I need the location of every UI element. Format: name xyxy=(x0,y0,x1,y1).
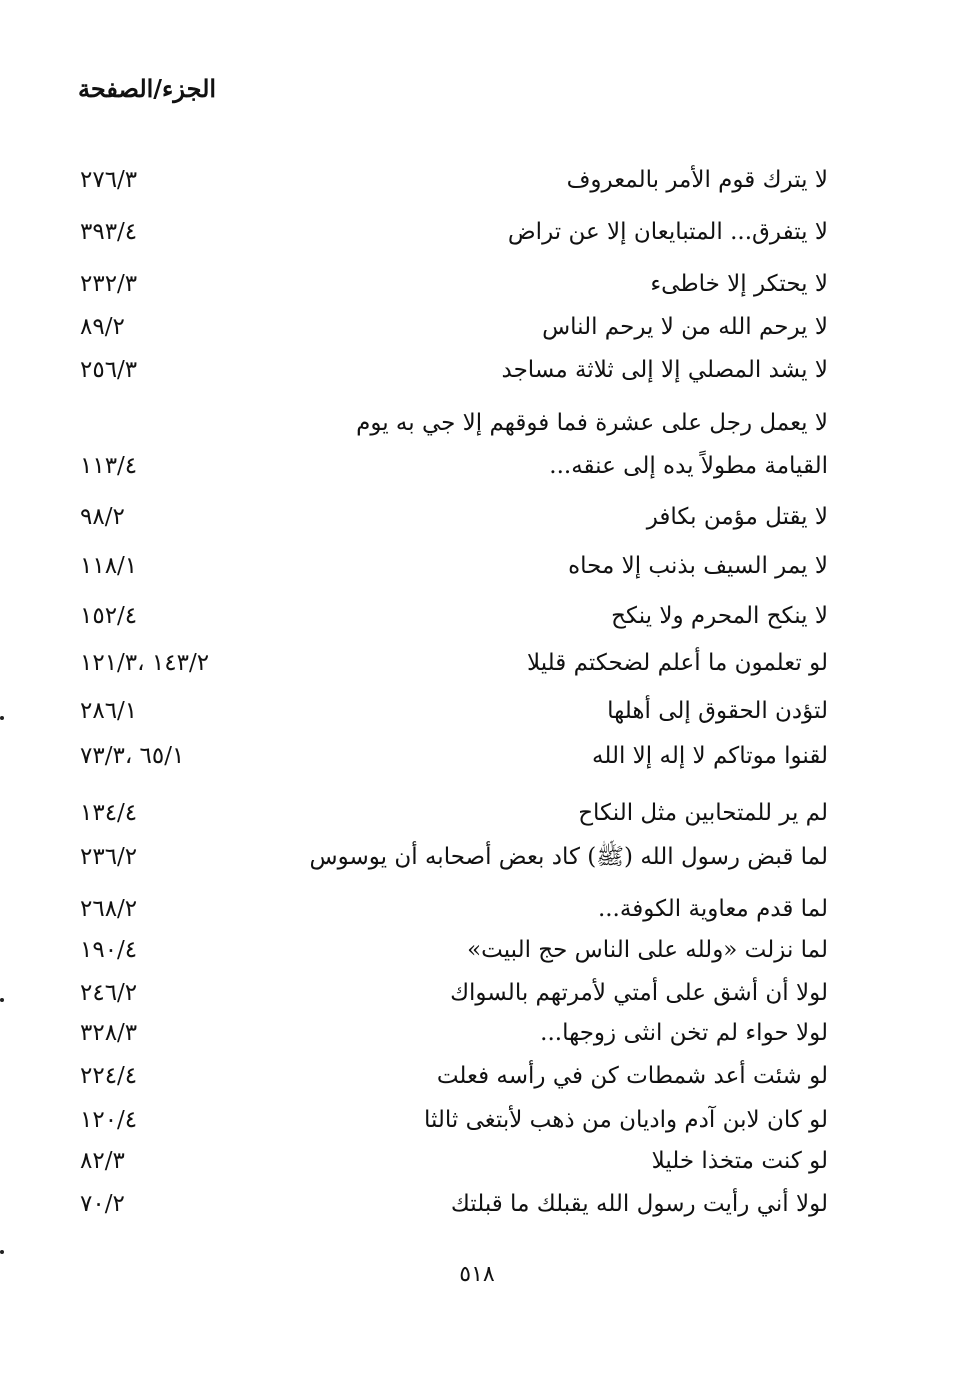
entry-text: لا يقتل مؤمن بكافر xyxy=(646,504,828,530)
entry-ref: ١١٣/٤ xyxy=(80,453,138,479)
entry-ref: ٢٢٤/٤ xyxy=(80,1063,138,1089)
index-entry xyxy=(0,350,954,390)
entry-text: لو شئت أعد شمطات كن في رأسه فعلت xyxy=(436,1063,828,1089)
entry-ref: ١٣٤/٤ xyxy=(80,800,138,826)
entry-text: لا يشد المصلي إلا إلى ثلاثة مساجد xyxy=(501,357,828,383)
entry-ref: ٧٠/٢ xyxy=(80,1191,125,1217)
entry-ref: ٣٢٨/٣ xyxy=(80,1020,138,1046)
entry-ref: ٢٣٦/٢ xyxy=(80,844,138,870)
entry-ref: ٢٣٢/٣ xyxy=(80,271,138,297)
entry-text: لا ينكح المحرم ولا ينكح xyxy=(611,603,828,629)
index-entry xyxy=(0,736,954,776)
entry-ref: ٨٩/٢ xyxy=(80,314,125,340)
index-entry xyxy=(0,212,954,252)
entry-ref: ٢٥٦/٣ xyxy=(80,357,138,383)
entry-ref: ١٥٢/٤ xyxy=(80,603,138,629)
entry-text: لما قدم معاوية الكوفة... xyxy=(597,896,828,922)
entry-text: لولا أني رأيت رسول الله يقبلك ما قبلتك xyxy=(450,1191,828,1217)
entry-text: لم ير للمتحابين مثل النكاح xyxy=(578,800,828,826)
entry-text: لا يترك قوم الأمر بالمعروف xyxy=(566,167,828,193)
scan-speck xyxy=(0,1250,4,1254)
index-entry xyxy=(0,446,954,486)
entry-text: لا يعمل رجل على عشرة فما فوقهم إلا جي به يوم xyxy=(356,410,828,436)
entry-text: لا يمر السيف بذنب إلا محاه xyxy=(568,553,828,579)
entry-ref: ٢٧٦/٣ xyxy=(80,167,138,193)
index-entry xyxy=(0,264,954,304)
entry-text: لو كنت متخذا خليلا xyxy=(651,1148,828,1174)
entry-text: لما قبض رسول الله (ﷺ) كاد بعض أصحابه أن يوسوس xyxy=(309,844,828,870)
index-entry xyxy=(0,889,954,929)
index-entry xyxy=(0,596,954,636)
index-entry xyxy=(0,643,954,683)
entry-ref: ٢٨٦/١ xyxy=(80,698,138,724)
index-entry xyxy=(0,691,954,731)
scan-speck xyxy=(0,998,4,1002)
entry-ref: ٣٩٣/٤ xyxy=(80,219,138,245)
entry-ref: ٢٦٨/٢ xyxy=(80,896,138,922)
entry-text: لا يحتكر إلا خاطىء xyxy=(650,271,828,297)
entry-ref: ١١٨/١ xyxy=(80,553,138,579)
index-entry xyxy=(0,307,954,347)
entry-ref: ٨٢/٣ xyxy=(80,1148,125,1174)
entry-text: لو كان لابن آدم واديان من ذهب لأبتغى ثالثا xyxy=(423,1107,828,1133)
entry-ref: ١٢٠/٤ xyxy=(80,1107,138,1133)
entry-text: لو تعلمون ما أعلم لضحكتم قليلا xyxy=(526,650,828,676)
entry-text: لا يتفرق... المتبايعان إلا عن تراض xyxy=(507,219,828,245)
index-entry xyxy=(0,793,954,833)
index-entry xyxy=(0,1184,954,1224)
column-header: الجزء/الصفحة xyxy=(78,74,217,103)
entry-ref: ٩٨/٢ xyxy=(80,504,125,530)
index-entry xyxy=(0,837,954,877)
index-entry xyxy=(0,1013,954,1053)
page-number: ٥١٨ xyxy=(459,1262,495,1287)
index-entry xyxy=(0,1056,954,1096)
entry-text: لا يرحم الله من لا يرحم الناس xyxy=(542,314,828,340)
scan-speck xyxy=(0,716,4,720)
entry-text: لقنوا موتاكم لا إله إلا الله xyxy=(592,743,828,769)
index-entry xyxy=(0,546,954,586)
entry-ref: ٢٤٦/٢ xyxy=(80,980,138,1006)
entry-ref: ١٤٣/٢ ،١٢١/٣ xyxy=(80,650,210,676)
index-entry xyxy=(0,160,954,200)
index-entry xyxy=(0,1100,954,1140)
entry-ref: ١٩٠/٤ xyxy=(80,937,138,963)
entry-ref: ٦٥/١ ،٧٣/٣ xyxy=(80,743,185,769)
entry-text: لولا أن أشق على أمتي لأمرتهم بالسواك xyxy=(450,980,828,1006)
index-entry xyxy=(0,403,954,443)
entry-text: لما نزلت «ولله على الناس حج البيت» xyxy=(467,937,828,963)
index-entry xyxy=(0,497,954,537)
index-entry xyxy=(0,930,954,970)
entry-text: لتؤدن الحقوق إلى أهلها xyxy=(607,698,828,724)
entry-text: القيامة مطولاً يده إلى عنقه... xyxy=(549,453,828,479)
index-entry xyxy=(0,973,954,1013)
entry-text: لولا حواء لم تخن انثى زوجها... xyxy=(540,1020,828,1046)
index-entry xyxy=(0,1141,954,1181)
